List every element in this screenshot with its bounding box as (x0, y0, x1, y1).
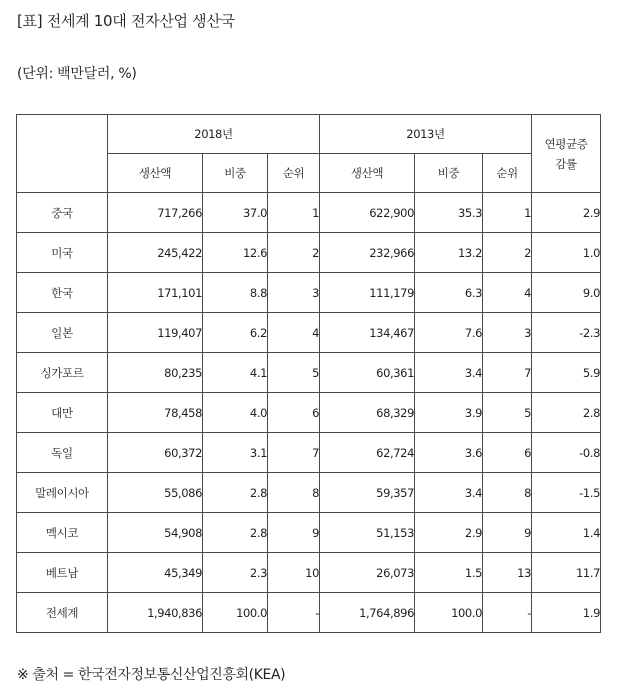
cell-production-2018: 717,266 (108, 193, 203, 233)
cell-share-2018: 2.3 (203, 553, 268, 593)
cell-production-2013: 1,764,896 (320, 593, 415, 633)
cell-rank-2018: 4 (268, 313, 320, 353)
cell-country: 베트남 (17, 553, 108, 593)
cell-share-2013: 3.9 (415, 393, 483, 433)
cell-rank-2018: 8 (268, 473, 320, 513)
cell-growth: 1.4 (532, 513, 601, 553)
production-table (16, 114, 601, 633)
header-share-2018: 비중 (203, 154, 268, 193)
cell-share-2013: 3.6 (415, 433, 483, 473)
cell-share-2018: 6.2 (203, 313, 268, 353)
cell-rank-2013: 4 (483, 273, 532, 313)
cell-rank-2013: 5 (483, 393, 532, 433)
header-rank-2018: 순위 (268, 154, 320, 193)
cell-share-2013: 100.0 (415, 593, 483, 633)
header-growth-line1: 연평균증 (544, 136, 588, 151)
source-note: ※ 출처 = 한국전자정보통신산업진흥회(KEA) (17, 667, 286, 683)
cell-production-2018: 171,101 (108, 273, 203, 313)
cell-rank-2013: - (483, 593, 532, 633)
table-row (17, 593, 601, 633)
cell-production-2018: 55,086 (108, 473, 203, 513)
cell-production-2018: 119,407 (108, 313, 203, 353)
cell-share-2018: 100.0 (203, 593, 268, 633)
header-growth-line2: 감률 (555, 156, 577, 171)
cell-production-2013: 232,966 (320, 233, 415, 273)
cell-rank-2018: 9 (268, 513, 320, 553)
cell-share-2018: 12.6 (203, 233, 268, 273)
cell-rank-2013: 2 (483, 233, 532, 273)
cell-rank-2018: 10 (268, 553, 320, 593)
cell-country: 일본 (17, 313, 108, 353)
cell-rank-2013: 3 (483, 313, 532, 353)
cell-growth: 11.7 (532, 553, 601, 593)
cell-share-2013: 3.4 (415, 473, 483, 513)
cell-rank-2013: 9 (483, 513, 532, 553)
cell-production-2013: 622,900 (320, 193, 415, 233)
table-row (17, 353, 601, 393)
cell-rank-2018: 3 (268, 273, 320, 313)
table-row (17, 193, 601, 233)
cell-rank-2013: 6 (483, 433, 532, 473)
cell-country: 전세계 (17, 593, 108, 633)
header-country-cell (17, 115, 108, 193)
cell-country: 중국 (17, 193, 108, 233)
cell-growth: 5.9 (532, 353, 601, 393)
cell-country: 미국 (17, 233, 108, 273)
cell-growth: 2.8 (532, 393, 601, 433)
header-rank-2013: 순위 (483, 154, 532, 193)
table-row (17, 433, 601, 473)
header-2018: 2018년 (108, 115, 320, 154)
cell-production-2013: 134,467 (320, 313, 415, 353)
cell-share-2018: 37.0 (203, 193, 268, 233)
cell-production-2013: 60,361 (320, 353, 415, 393)
cell-production-2013: 26,073 (320, 553, 415, 593)
cell-share-2013: 1.5 (415, 553, 483, 593)
cell-rank-2013: 13 (483, 553, 532, 593)
cell-share-2018: 2.8 (203, 473, 268, 513)
cell-share-2018: 4.1 (203, 353, 268, 393)
cell-growth: 1.0 (532, 233, 601, 273)
cell-share-2013: 13.2 (415, 233, 483, 273)
cell-rank-2013: 7 (483, 353, 532, 393)
header-production-2013: 생산액 (320, 154, 415, 193)
cell-country: 싱가포르 (17, 353, 108, 393)
cell-rank-2018: 6 (268, 393, 320, 433)
cell-rank-2018: - (268, 593, 320, 633)
header-share-2013: 비중 (415, 154, 483, 193)
cell-production-2013: 59,357 (320, 473, 415, 513)
header-row-years (17, 115, 601, 154)
cell-rank-2013: 1 (483, 193, 532, 233)
cell-production-2013: 51,153 (320, 513, 415, 553)
cell-rank-2018: 7 (268, 433, 320, 473)
cell-growth: -0.8 (532, 433, 601, 473)
cell-country: 멕시코 (17, 513, 108, 553)
table-row (17, 273, 601, 313)
header-production-2018: 생산액 (108, 154, 203, 193)
cell-growth: 2.9 (532, 193, 601, 233)
cell-rank-2013: 8 (483, 473, 532, 513)
cell-production-2018: 60,372 (108, 433, 203, 473)
cell-growth: -2.3 (532, 313, 601, 353)
cell-production-2013: 111,179 (320, 273, 415, 313)
cell-country: 한국 (17, 273, 108, 313)
cell-rank-2018: 1 (268, 193, 320, 233)
cell-production-2013: 62,724 (320, 433, 415, 473)
table-body (17, 193, 601, 633)
cell-growth: 1.9 (532, 593, 601, 633)
cell-share-2013: 3.4 (415, 353, 483, 393)
cell-production-2018: 45,349 (108, 553, 203, 593)
cell-growth: -1.5 (532, 473, 601, 513)
unit-label: (단위: 백만달러, %) (17, 66, 137, 82)
cell-country: 대만 (17, 393, 108, 433)
table-row (17, 313, 601, 353)
cell-share-2013: 35.3 (415, 193, 483, 233)
cell-rank-2018: 5 (268, 353, 320, 393)
cell-production-2013: 68,329 (320, 393, 415, 433)
cell-share-2018: 8.8 (203, 273, 268, 313)
cell-rank-2018: 2 (268, 233, 320, 273)
cell-share-2018: 2.8 (203, 513, 268, 553)
table-row (17, 513, 601, 553)
header-2013: 2013년 (320, 115, 532, 154)
cell-share-2018: 3.1 (203, 433, 268, 473)
table-row (17, 473, 601, 513)
cell-production-2018: 54,908 (108, 513, 203, 553)
table-row (17, 233, 601, 273)
cell-share-2013: 6.3 (415, 273, 483, 313)
cell-production-2018: 78,458 (108, 393, 203, 433)
cell-share-2013: 2.9 (415, 513, 483, 553)
cell-production-2018: 80,235 (108, 353, 203, 393)
cell-production-2018: 245,422 (108, 233, 203, 273)
cell-production-2018: 1,940,836 (108, 593, 203, 633)
header-growth (532, 115, 601, 193)
cell-share-2013: 7.6 (415, 313, 483, 353)
cell-share-2018: 4.0 (203, 393, 268, 433)
cell-growth: 9.0 (532, 273, 601, 313)
table-row (17, 393, 601, 433)
cell-country: 독일 (17, 433, 108, 473)
table-row (17, 553, 601, 593)
cell-country: 말레이시아 (17, 473, 108, 513)
table-title: [표] 전세계 10대 전자산업 생산국 (17, 12, 235, 30)
